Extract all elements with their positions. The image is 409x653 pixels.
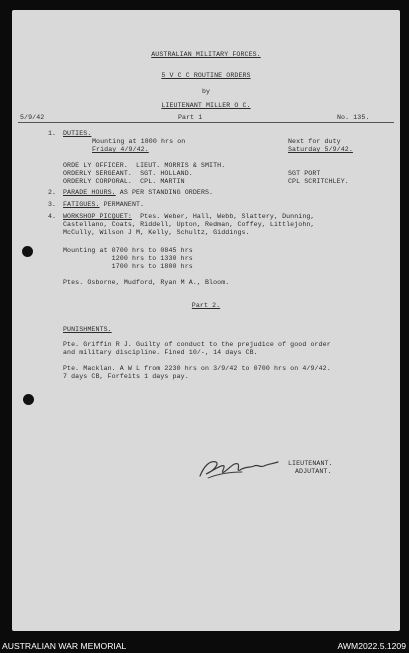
- next-corporal: CPL SCRITCHLEY.: [288, 178, 349, 185]
- next-duty-day: Saturday 5/9/42.: [288, 146, 353, 153]
- fatigues-line: [63, 201, 144, 209]
- parade-text: AS PER STANDING ORDERS.: [115, 189, 214, 196]
- duties-mounting-day: Friday 4/9/42.: [92, 146, 149, 153]
- punishment-2-line-2: 7 days CB, Forfeits 1 days pay.: [63, 373, 189, 380]
- parade-heading: PARADE HOURS.: [63, 189, 116, 196]
- by-line: by: [201, 88, 211, 95]
- workshop-mounting-1: Mounting at 0700 hrs to 0845 hrs: [63, 247, 193, 254]
- workshop-line: [63, 213, 315, 221]
- orderly-officer: ORDE LY OFFICER. LIEUT. MORRIS & SMITH.: [63, 162, 226, 169]
- signatory-role: ADJUTANT.: [295, 468, 332, 475]
- next-for-duty: Next for duty: [288, 138, 341, 145]
- workshop-others: Ptes. Osborne, Mudford, Ryan M A., Bloom.: [63, 279, 230, 286]
- workshop-heading: WORKSHOP PICQUET:: [63, 213, 132, 220]
- archive-reference: AWM2022.5.1209: [337, 641, 406, 651]
- fatigues-text: PERMANENT.: [99, 201, 145, 208]
- duties-heading: DUTIES.: [63, 130, 92, 137]
- signatory-rank: LIEUTENANT.: [288, 460, 333, 467]
- item-index: 3.: [48, 201, 57, 208]
- archive-name: AUSTRALIAN WAR MEMORIAL: [2, 641, 127, 651]
- punishment-1-line-1: Pte. Griffin R J. Guilty of conduct to the prejudice of good order: [63, 341, 331, 348]
- part-2-heading: Part 2.: [191, 302, 221, 309]
- punishment-1-line-2: and military discipline. Fined 10/-, 14 days CB.: [63, 349, 258, 356]
- punch-hole: [23, 394, 34, 405]
- punch-hole: [22, 246, 33, 257]
- item-index: 4.: [48, 213, 57, 220]
- archive-caption-bar: [0, 640, 409, 653]
- workshop-names-2: Castellano, Coats, Riddell, Upton, Redman, Coffey, Littlejohn,: [63, 221, 315, 228]
- item-index: 1.: [48, 130, 57, 137]
- fatigues-heading: FATIGUES.: [63, 201, 100, 208]
- workshop-mounting-3: 1700 hrs to 1800 hrs: [63, 263, 193, 270]
- orderly-corporal: ORDERLY CORPORAL. CPL. MARTIN: [63, 178, 185, 185]
- order-number: No. 135.: [337, 114, 370, 121]
- workshop-names-1: Ptes. Weber, Hall, Webb, Slattery, Dunning,: [131, 213, 315, 220]
- punishments-heading: PUNISHMENTS.: [63, 326, 112, 333]
- part-label: Part 1: [178, 114, 203, 121]
- org-heading: AUSTRALIAN MILITARY FORCES.: [151, 51, 261, 58]
- parade-line: [63, 189, 213, 197]
- duties-mounting: Mounting at 1800 hrs on: [92, 138, 186, 145]
- handwritten-signature: [194, 454, 284, 482]
- workshop-names-3: McCully, Wilson J M, Kelly, Schultz, Giddings.: [63, 229, 250, 236]
- item-index: 2.: [48, 189, 57, 196]
- punishment-2-line-1: Pte. Macklan. A W L from 2230 hrs on 3/9/42 to 0700 hrs on 4/9/42.: [63, 365, 331, 372]
- routine-orders-title: 5 V C C ROUTINE ORDERS: [161, 72, 251, 79]
- workshop-mounting-2: 1200 hrs to 1330 hrs: [63, 255, 193, 262]
- header-rule: [18, 122, 394, 123]
- order-date: 5/9/42: [20, 114, 45, 121]
- commander-line: LIEUTENANT MILLER O C.: [161, 102, 251, 109]
- orderly-sergeant: ORDERLY SERGEANT. SGT. HOLLAND.: [63, 170, 193, 177]
- next-sergeant: SGT PORT: [288, 170, 321, 177]
- document-page: [12, 10, 400, 631]
